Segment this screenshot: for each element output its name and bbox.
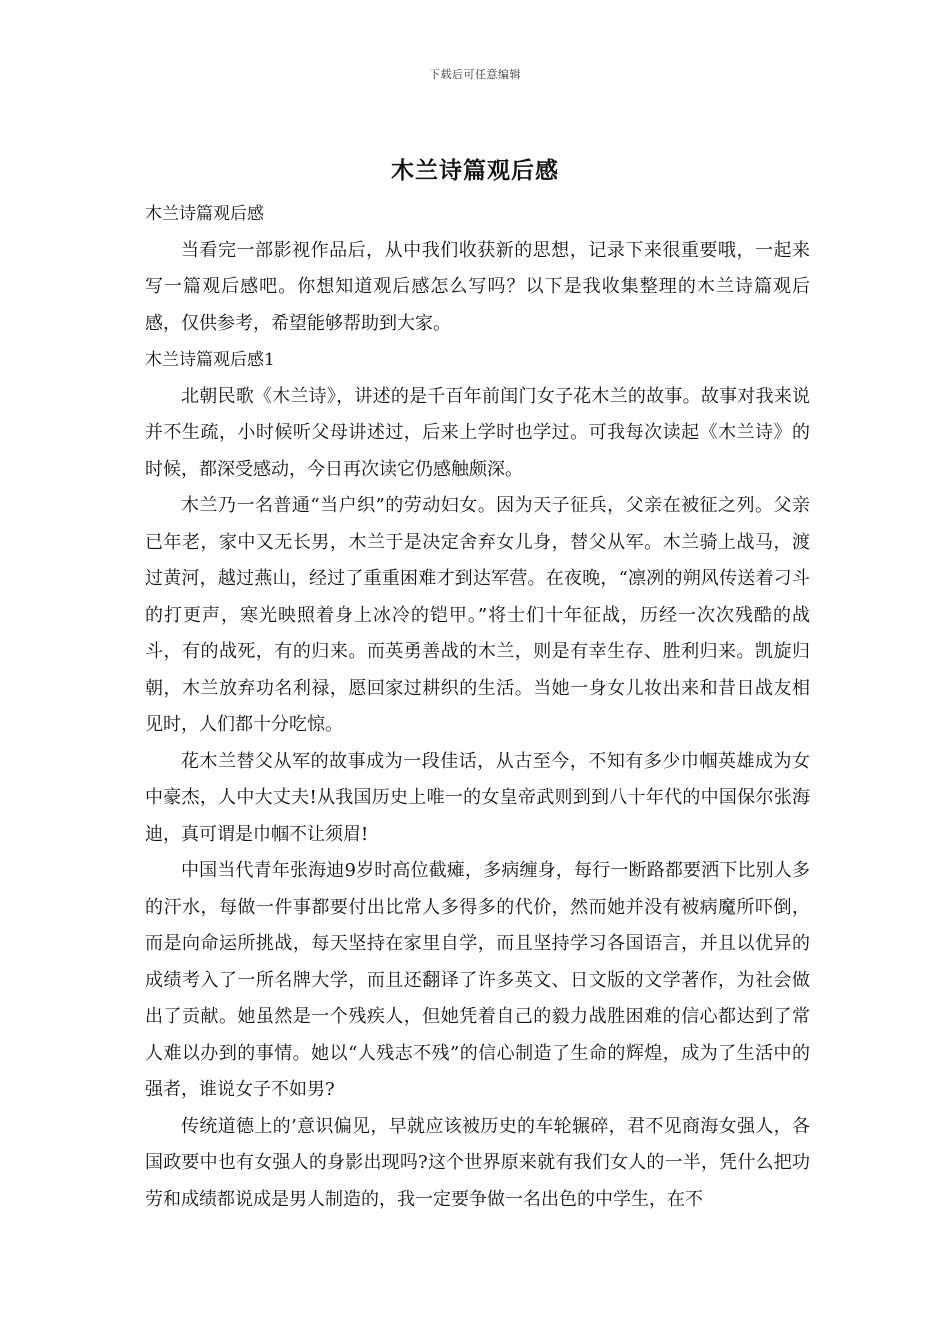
paragraph: 花木兰替父从军的故事成为一段佳话，从古至今，不知有多少巾帼英雄成为女中豪杰，人中大丈夫!从我国历史上唯一的女皇帝武则到到八十年代的中国保尔张海迪，真可谓是巾帼不让须眉! bbox=[145, 750, 810, 845]
paragraph: 北朝民歌《木兰诗》，讲述的是千百年前闺门女子花木兰的故事。故事对我来说并不生疏，小时候听父母讲述过，后来上学时也学过。可我每次读起《木兰诗》的时候，都深受感动，今日再次读它仍感触颇深。 bbox=[145, 385, 810, 480]
document-title: 木兰诗篇观后感 bbox=[391, 157, 559, 184]
document-body bbox=[145, 196, 810, 1218]
paragraph: 当看完一部影视作品后，从中我们收获新的思想，记录下来很重要哦，一起来写一篇观后感吧。你想知道观后感怎么写吗？以下是我收集整理的木兰诗篇观后感，仅供参考，希望能够帮助到大家。 bbox=[145, 239, 810, 334]
paragraph: 木兰乃一名普通“当户织”的劳动妇女。因为天子征兵，父亲在被征之列。父亲已年老，家中又无长男，木兰于是决定舍弃女儿身，替父从军。木兰骑上战马，渡过黄河，越过燕山，经过了重重困难才到达军营。在夜晚，“凛冽的朔风传送着刁斗的打更声，寒光映照着身上冰冷的铠甲。”将士们十年征战，历经一次次残酷的战斗，有的战死，有的归来。而英勇善战的木兰，则是有幸生存、胜利归来。凯旋归朝，木兰放弃功名利禄，愿回家过耕织的生活。当她一身女儿妆出来和昔日战友相见时，人们都十分吃惊。 bbox=[145, 495, 810, 735]
section-heading: 木兰诗篇观后感 bbox=[145, 204, 264, 224]
header-note: 下载后可任意编辑 bbox=[429, 68, 521, 81]
paragraph: 中国当代青年张海迪9岁时高位截瘫，多病缠身，每行一断路都要洒下比别人多的汗水，每做一件事都要付出比常人多得多的代价，然而她并没有被病魔所吓倒，而是向命运所挑战，每天坚持在家里自学，而且坚持学习各国语言，并且以优异的成绩考入了一所名牌大学，而且还翻译了许多英文、日文版的文学著作，为社会做出了贡献。她虽然是一个残疾人，但她凭着自己的毅力战胜困难的信心都达到了常人难以办到的事情。她以“人残志不残”的信心制造了生命的辉煌，成为了生活中的强者，谁说女子不如男? bbox=[145, 860, 810, 1100]
section-heading: 木兰诗篇观后感1 bbox=[145, 350, 275, 370]
paragraph: 传统道德上的’意识偏见，早就应该被历史的车轮辗碎，君不见商海女强人，各国政要中也有女强人的身影出现吗?这个世界原来就有我们女人的一半，凭什么把功劳和成绩都说成是男人制造的，我一定要争做一名出色的中学生，在不 bbox=[145, 1115, 810, 1210]
